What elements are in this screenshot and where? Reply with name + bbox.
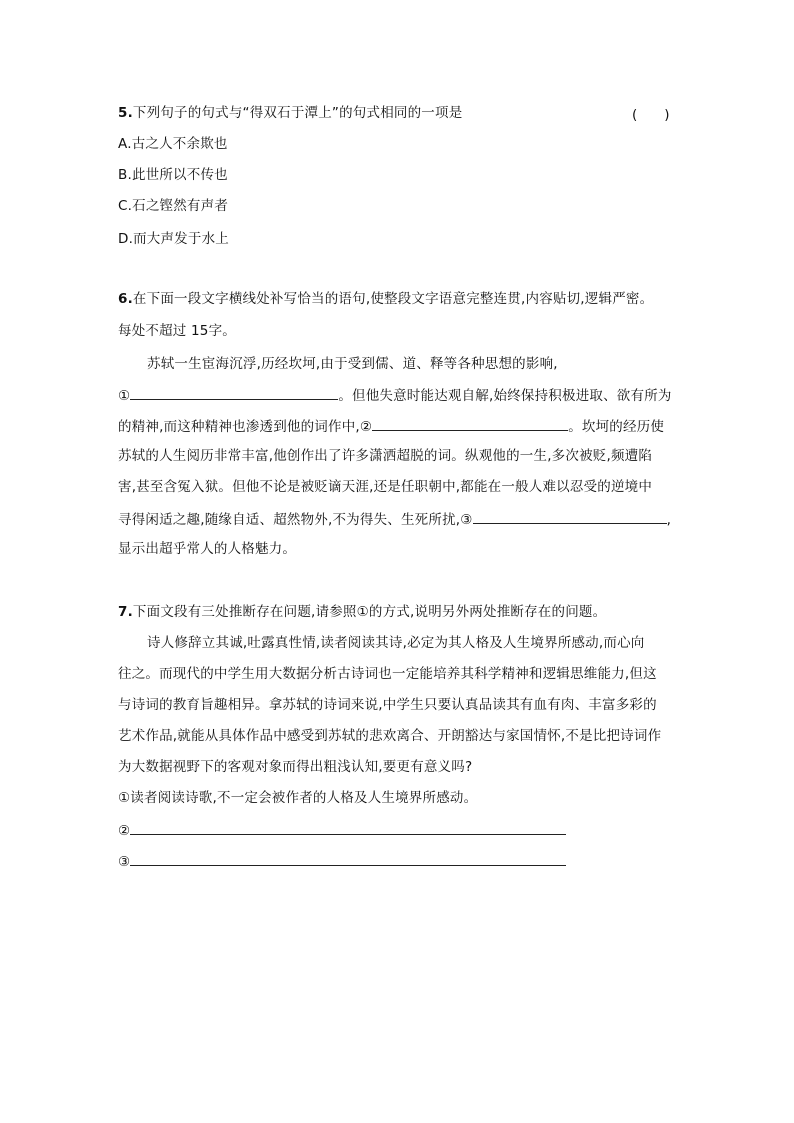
q7-passage-line: 艺术作品,就能从具体作品中感受到苏轼的悲欢离合、开朗豁达与家国情怀,不是比把诗词作 (118, 728, 662, 744)
q5-stem (118, 103, 462, 123)
q5-option-b: B.此世所以不传也 (118, 167, 228, 183)
q6-passage-line (118, 415, 664, 437)
q6-stem-text: 在下面一段文字横线处补写恰当的语句,使整段文字语意完整连贯,内容贴切,逻辑严密。 (132, 291, 654, 307)
q6-passage-text: 。但他失意时能达观自解,始终保持积极进取、欲有所为 (338, 388, 672, 404)
q7-answer-example: ①读者阅读诗歌,不一定会被作者的人格及人生境界所感动。 (118, 790, 478, 806)
q6-passage-line (118, 384, 672, 406)
q5-option-a: A.古之人不余欺也 (118, 136, 228, 152)
q6-number: 6. (118, 291, 133, 307)
q5-stem-text: 下列句子的句式与“得双石于潭上”的句式相同的一项是 (132, 105, 463, 121)
q6-passage-text: 。坎坷的经历使 (568, 419, 665, 435)
q7-passage-line: 与诗词的教育旨趣相异。拿苏轼的诗词来说,中学生只要认真品读其有血有肉、丰富多彩的 (118, 697, 657, 713)
q7-stem-text: 下面文段有三处推断存在问题,请参照①的方式,说明另外两处推断存在的问题。 (132, 604, 607, 620)
q6-passage-line: 显示出超乎常人的人格魅力。 (118, 541, 297, 557)
answer-blank-2[interactable] (372, 415, 568, 431)
q7-number: 7. (118, 604, 133, 620)
q6-passage-text: , (666, 512, 672, 528)
q6-passage-line: 害,甚至含冤入狱。但他不论是被贬谪天涯,还是任职朝中,都能在一般人难以忍受的逆境中 (118, 479, 653, 495)
q5-option-c: C.石之铿然有声者 (118, 198, 229, 214)
q6-passage-text: 的精神,而这种精神也渗透到他的词作中, (118, 419, 360, 435)
q7-answer-line-2 (118, 819, 566, 841)
blank-marker-3: ③ (460, 512, 473, 528)
q7-passage-line: 为大数据视野下的客观对象而得出粗浅认知,要更有意义吗? (118, 759, 473, 775)
q7-passage-line: 诗人修辞立其诚,吐露真性情,读者阅读其诗,必定为其人格及人生境界所感动,而心向 (147, 635, 645, 651)
q6-stem (118, 289, 653, 309)
answer-line-2[interactable] (130, 819, 566, 835)
answer-line-3[interactable] (130, 850, 566, 866)
answer-marker-2: ② (118, 823, 131, 839)
blank-marker-1: ① (118, 388, 131, 404)
q5-answer-paren: ( ) (632, 107, 670, 123)
q5-option-d: D.而大声发于水上 (118, 231, 229, 247)
answer-blank-3[interactable] (473, 508, 667, 524)
answer-blank-1[interactable] (130, 384, 338, 400)
q6-passage-line: 苏轼的人生阅历非常丰富,他创作出了许多潇洒超脱的词。纵观他的一生,多次被贬,频遭陷 (118, 448, 653, 464)
q6-passage-line (118, 508, 671, 530)
q7-passage-line: 往之。而现代的中学生用大数据分析古诗词也一定能培养其科学精神和逻辑思维能力,但这 (118, 666, 657, 682)
q6-passage-line: 苏轼一生宦海沉浮,历经坎坷,由于受到儒、道、释等各种思想的影响, (147, 356, 558, 372)
answer-marker-3: ③ (118, 854, 131, 870)
blank-marker-2: ② (359, 419, 373, 435)
q7-answer-line-3 (118, 850, 566, 872)
q6-stem-line2: 每处不超过 15字。 (118, 323, 236, 339)
q5-number: 5. (118, 105, 133, 121)
q7-stem (118, 602, 606, 622)
q6-passage-text: 寻得闲适之趣,随缘自适、超然物外,不为得失、生死所扰, (118, 512, 461, 528)
